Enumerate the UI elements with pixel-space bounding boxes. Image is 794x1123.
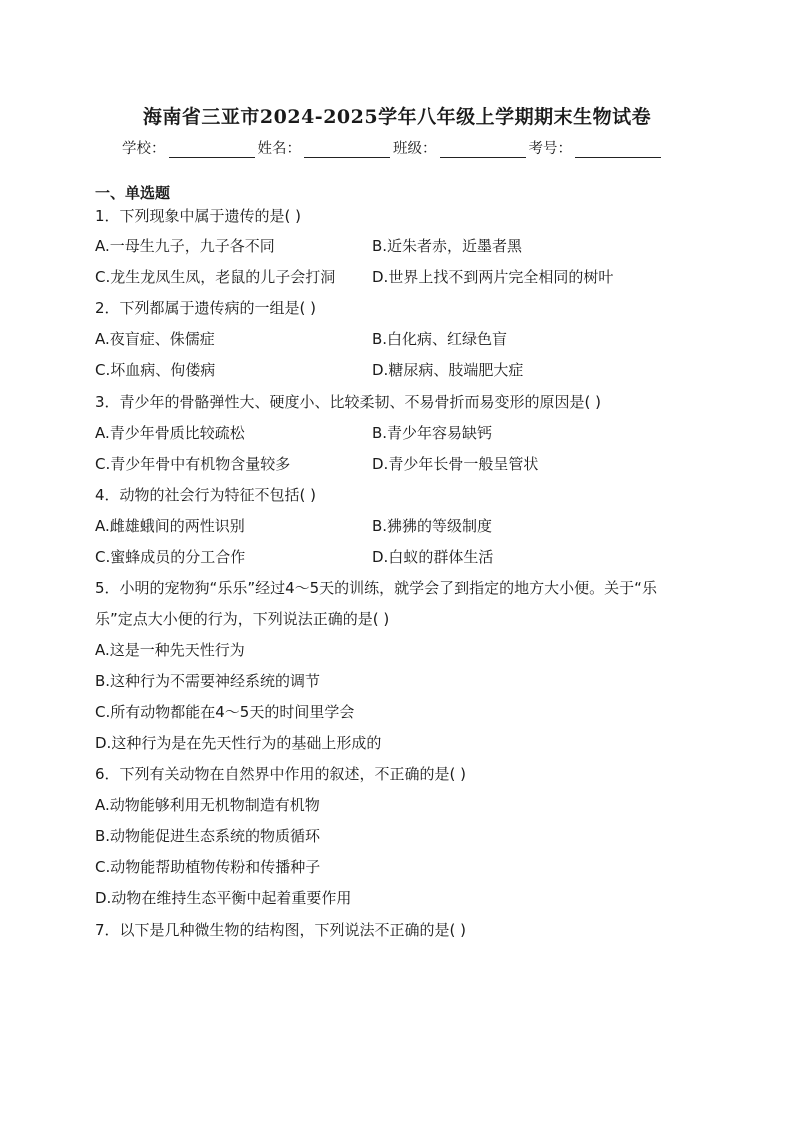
section-heading: 一、单选题 (95, 184, 171, 202)
question-4-option-d: D.白蚁的群体生活 (372, 548, 494, 566)
question-5-stem-line-2: 乐”定点大小便的行为，下列说法正确的是( ) (95, 610, 390, 628)
question-1-option-b: B.近朱者赤，近墨者黑 (372, 237, 523, 255)
exam-title: 海南省三亚市2024-2025学年八年级上学期期末生物试卷 (142, 106, 652, 128)
question-6-option-a: A.动物能够利用无机物制造有机物 (95, 796, 320, 814)
question-4-option-a: A.雌雄蛾间的两性识别 (95, 517, 245, 535)
question-3-option-c: C.青少年骨中有机物含量较多 (95, 455, 291, 473)
question-2-option-c: C.坏血病、佝偻病 (95, 361, 216, 379)
name-blank (304, 142, 390, 158)
question-1-stem: 1．下列现象中属于遗传的是( ) (95, 207, 302, 225)
school-label: 学校： (122, 141, 166, 157)
class-label: 班级： (393, 141, 437, 157)
question-6-option-b: B.动物能促进生态系统的物质循环 (95, 827, 321, 845)
school-blank (169, 142, 255, 158)
question-2-option-b: B.白化病、红绿色盲 (372, 330, 508, 348)
question-3-option-b: B.青少年容易缺钙 (372, 424, 493, 442)
student-info-row (122, 137, 664, 158)
name-label: 姓名： (257, 141, 301, 157)
question-4-option-c: C.蜜蜂成员的分工合作 (95, 548, 246, 566)
question-6-stem: 6．下列有关动物在自然界中作用的叙述，不正确的是( ) (95, 765, 467, 783)
question-6-option-d: D.动物在维持生态平衡中起着重要作用 (95, 889, 352, 907)
question-6-option-c: C.动物能帮助植物传粉和传播种子 (95, 858, 321, 876)
question-5-option-b: B.这种行为不需要神经系统的调节 (95, 672, 321, 690)
question-4-option-b: B.狒狒的等级制度 (372, 517, 493, 535)
question-1-option-a: A.一母生九子，九子各不同 (95, 237, 275, 255)
question-3-option-a: A.青少年骨质比较疏松 (95, 424, 245, 442)
question-1-option-c: C.龙生龙凤生凤，老鼠的儿子会打洞 (95, 268, 336, 286)
question-3-stem: 3．青少年的骨骼弹性大、硬度小、比较柔韧、不易骨折而易变形的原因是( ) (95, 393, 602, 411)
question-2-option-a: A.夜盲症、侏儒症 (95, 330, 215, 348)
question-5-option-c: C.所有动物都能在4～5天的时间里学会 (95, 703, 355, 721)
question-4-stem: 4．动物的社会行为特征不包括( ) (95, 486, 317, 504)
number-blank (575, 142, 661, 158)
question-5-option-a: A.这是一种先天性行为 (95, 641, 245, 659)
question-3-option-d: D.青少年长骨一般呈管状 (372, 455, 539, 473)
question-5-stem-line-1: 5．小明的宠物狗“乐乐”经过4～5天的训练，就学会了到指定的地方大小便。关于“乐 (95, 579, 657, 597)
class-blank (440, 142, 526, 158)
question-5-option-d: D.这种行为是在先天性行为的基础上形成的 (95, 734, 382, 752)
question-1-option-d: D.世界上找不到两片完全相同的树叶 (372, 268, 614, 286)
question-2-option-d: D.糖尿病、肢端肥大症 (372, 361, 524, 379)
question-7-stem: 7．以下是几种微生物的结构图，下列说法不正确的是( ) (95, 921, 467, 939)
question-2-stem: 2．下列都属于遗传病的一组是( ) (95, 299, 317, 317)
number-label: 考号： (528, 141, 572, 157)
